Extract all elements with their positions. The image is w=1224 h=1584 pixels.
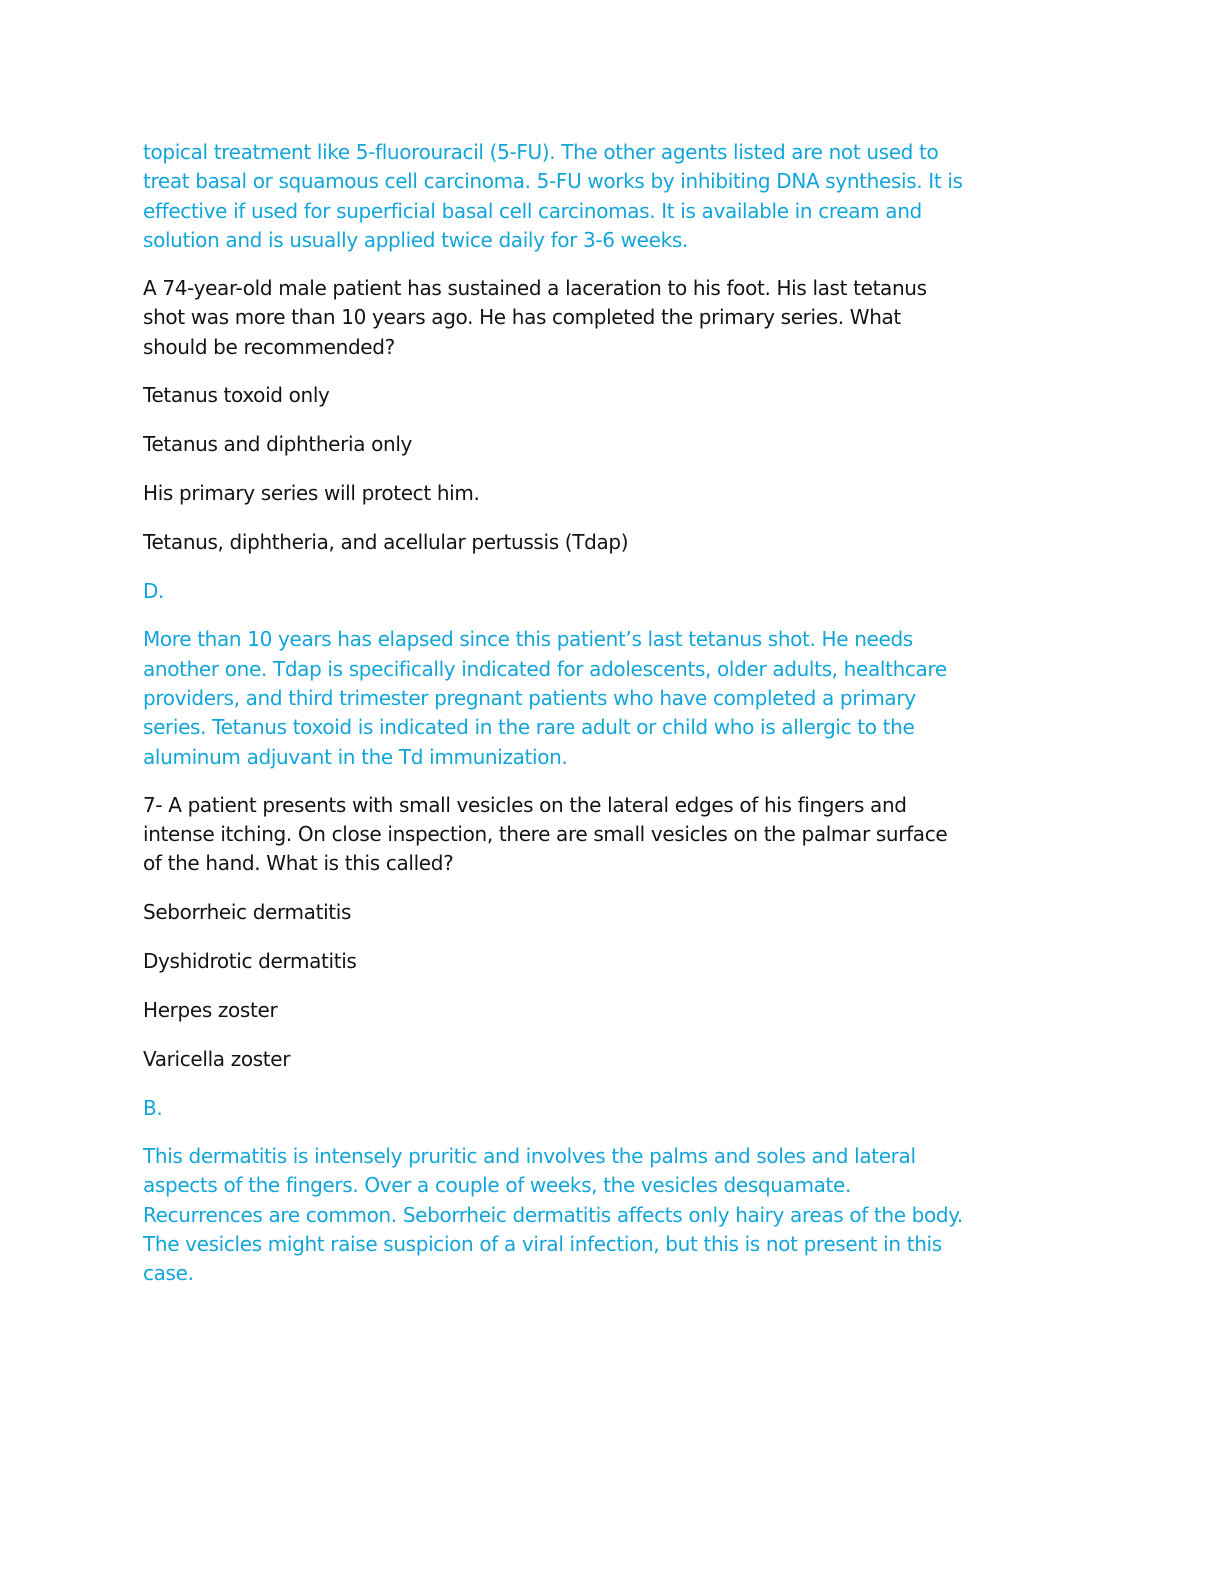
q1-option-b: Tetanus and diphtheria only [143, 432, 413, 457]
q1-option-d: Tetanus, diphtheria, and acellular pertussis (Tdap) [143, 530, 629, 555]
q1-answer-explanation: More than 10 years has elapsed since this patient’s last tetanus shot. He needs another one. Tdap is specifically indicated for adolescents, older adults, healthcare providers, and third trimester pregnant patients who have completed a primary series. Tetanus toxoid is indicated in the rare adult or child who is allergic to the aluminum adjuvant in the Td immunization. [143, 627, 947, 769]
q2-option-c: Herpes zoster [143, 997, 278, 1022]
q2-option-b: Dyshidrotic dermatitis [143, 948, 357, 973]
q2-option-a: Seborrheic dermatitis [143, 899, 352, 924]
q1-answer-letter: D. [143, 579, 165, 604]
q2-answer-explanation: This dermatitis is intensely pruritic and involves the palms and soles and lateral aspects of the fingers. Over a couple of weeks, the vesicles desquamate. Recurrences are common. Seborrheic dermatitis affects only hairy areas of the body. The vesicles might raise suspicion of a viral infection, but this is not present in this case. [143, 1143, 963, 1286]
question-vesicles: 7- A patient presents with small vesicles on the lateral edges of his fingers and intense itching. On close inspection, there are small vesicles on the palmar surface of the hand. What is this called? [143, 792, 948, 876]
q2-option-d: Varicella zoster [143, 1046, 291, 1071]
q2-answer-letter: B. [143, 1095, 163, 1120]
document-page [143, 138, 1078, 1307]
q1-option-c: His primary series will protect him. [143, 481, 480, 506]
q1-option-a: Tetanus toxoid only [143, 383, 330, 408]
question-tetanus: A 74-year-old male patient has sustained a laceration to his foot. His last tetanus shot was more than 10 years ago. He has completed the primary series. What should be recommended? [143, 276, 927, 359]
previous-answer-explanation: topical treatment like 5-fluorouracil (5-FU). The other agents listed are not used to treat basal or squamous cell carcinoma. 5-FU works by inhibiting DNA synthesis. It is effective if used for superficial basal cell carcinomas. It is available in cream and solution and is usually applied twice daily for 3-6 weeks. [143, 140, 963, 252]
